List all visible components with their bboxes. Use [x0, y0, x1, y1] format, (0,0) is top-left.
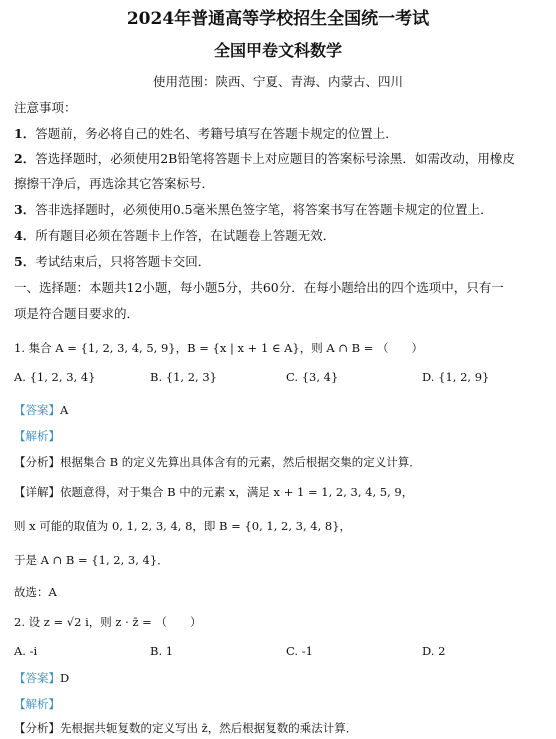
q1-option-d: D. {1, 2, 9} — [422, 370, 490, 384]
notice-text: 答题前，务必将自己的姓名、考籍号填写在答题卡规定的位置上． — [35, 126, 398, 141]
q2-option-a: A. -i — [14, 644, 38, 658]
notice-text: 擦擦干净后，再选涂其它答案标号． — [14, 176, 215, 191]
q1-answer — [14, 402, 68, 418]
notice-text: 答非选择题时，必须使用0.5毫米黑色签字笔，将答案书写在答题卡规定的位置上． — [35, 202, 493, 217]
notice-text: 所有题目必须在答题卡上作答，在试题卷上答题无效． — [35, 228, 336, 243]
notice-text: 答选择题时，必须使用2B铅笔将答题卡上对应题目的答案标号涂黑．如需改动，用橡皮 — [35, 151, 515, 166]
answer-label: 【答案】 — [14, 403, 60, 417]
notice-number: 3． — [14, 202, 36, 217]
notice-item — [14, 252, 210, 270]
section-heading: 一、选择题：本题共12小题，每小题5分，共60分．在每小题给出的四个选项中，只有一 — [14, 280, 504, 295]
exam-subtitle: 全国甲卷文科数学 — [213, 41, 342, 60]
q1-analysis-label: 【解析】 — [14, 429, 60, 443]
usage-scope: 使用范围：陕西、宁夏、青海、内蒙古、四川 — [152, 74, 403, 89]
exam-title: 2024年普通高等学校招生全国统一考试 — [126, 9, 430, 29]
q2-option-b: B. 1 — [150, 644, 174, 658]
q1-option-a: A. {1, 2, 3, 4} — [14, 370, 96, 384]
q1-option-c: C. {3, 4} — [286, 370, 339, 384]
q2-fenxi: 【分析】先根据共轭复数的定义写出 z̄，然后根据复数的乘法计算． — [14, 721, 358, 735]
notice-number: 1． — [14, 126, 36, 141]
notice-item — [14, 174, 214, 192]
notice-number: 5． — [14, 254, 36, 269]
q1-xiangjie: 【详解】依题意得，对于集合 B 中的元素 x，满足 x + 1 = 1, 2, 3, 4, 5, 9， — [14, 485, 414, 499]
question-2-stem: 2. 设 z = √2 i，则 z · z̄ = （ ） — [14, 615, 202, 629]
notice-text: 考试结束后，只将答题卡交回． — [35, 254, 211, 269]
notice-heading: 注意事项： — [14, 100, 77, 115]
notice-number: 4． — [14, 228, 36, 243]
notice-item — [14, 226, 335, 244]
notice-item — [14, 124, 398, 142]
section-heading-cont: 项是符合题目要求的． — [14, 306, 140, 321]
question-1-stem: 1. 集合 A = {1, 2, 3, 4, 5, 9}，B = {x | x + 1 ∈ A}，则 A ∩ B = （ ） — [14, 341, 424, 355]
q1-fenxi: 【分析】根据集合 B 的定义先算出具体含有的元素，然后根据交集的定义计算． — [14, 455, 421, 469]
q2-option-c: C. -1 — [286, 644, 313, 658]
q1-solution-line: 则 x 可能的取值为 0, 1, 2, 3, 4, 8，即 B = {0, 1, 2, 3, 4, 8}， — [14, 519, 352, 533]
notice-item — [14, 149, 515, 167]
answer-value: D — [60, 671, 70, 685]
q2-answer — [14, 670, 69, 686]
q1-option-b: B. {1, 2, 3} — [150, 370, 217, 384]
q1-solution-line: 于是 A ∩ B = {1, 2, 3, 4}． — [14, 553, 169, 567]
answer-value: A — [60, 403, 69, 417]
q1-choice: 故选：A — [14, 585, 57, 599]
notice-number: 2． — [14, 151, 36, 166]
answer-label: 【答案】 — [14, 671, 60, 685]
notice-item — [14, 200, 493, 218]
q2-analysis-label: 【解析】 — [14, 697, 60, 711]
q2-option-d: D. 2 — [422, 644, 446, 658]
